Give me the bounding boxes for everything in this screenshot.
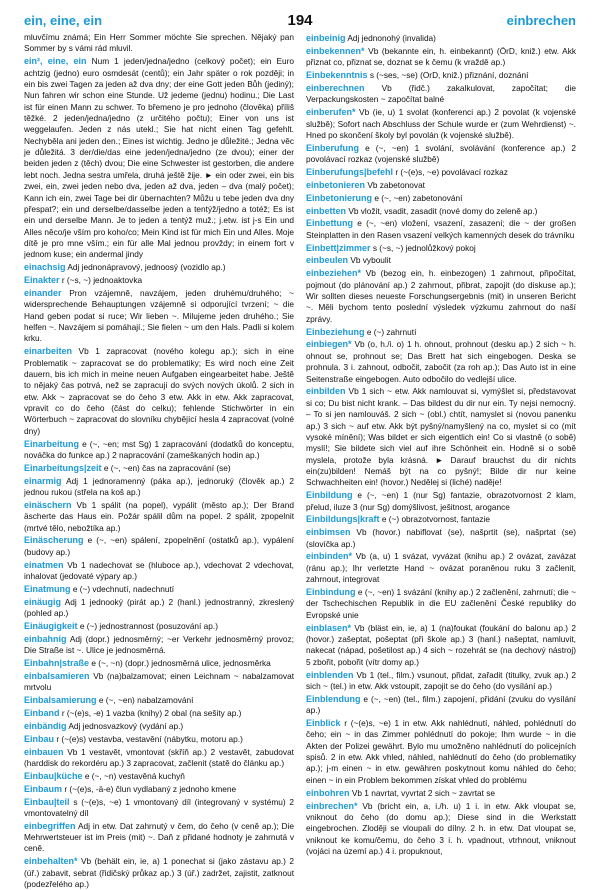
entry-text: s (~s, ~) jednolůžkový pokoj (372, 242, 476, 253)
dictionary-entry (306, 526, 576, 550)
dictionary-entry (24, 345, 294, 437)
entry-text: Adj jednonohý (invalida) (347, 33, 436, 43)
entry-text: Vb 1 sich ~ etw. Akk namlouvat si, vymýšlet si, představovat si co; Du bist nicht krank. – Das bildest du dir nur ein. Ty nejsi nemocný. – To si jen namlouváš. 2 sich ~ (obl.) chtít, namyslet si (novou panenku ap.) 3 sich ~ auf etw. Akk být pyšný/namyšlený na co, myslet si co (mít vysoké mínění); Was bildet er sich eigentlich ein! Co si vlastně (o sobě) myslí!; Sie bildete sich viel auf ihre Schönheit ein. Hodně si o sobě myslela, protože byla krásná. ► Darauf brauchst du dir nichts ein(zu)bilden! Nemáš být na co pyšný!; Bilde dir nur keine Schwachheiten ein! (hovor.) Nedělej si (liché) naděje! (306, 386, 576, 488)
dictionary-entry (306, 693, 576, 717)
entry-text: Vb vložit, vsadit, zasadit (nové domy do zeleně ap.) (348, 205, 538, 216)
entry-headword: Einbildung (306, 490, 353, 501)
entry-headword: einander (24, 287, 62, 298)
entry-headword: Einbau|teil (24, 796, 70, 807)
entry-text: e (~, ~en) zabetonování (374, 192, 463, 203)
entry-text: Vb (bricht ein, a, i./h. u) 1 i. in etw. Akk vloupat se, vniknout do čeho (do domu ap.); Diese sind in die Werkstatt eingebrochen. Zloději se vloupali do dílny. 2 h. in etw. Dat vloupat se, vniknout ke komu/čemu, do čeho 3 i. h. vpadnout, vtrhnout, vniknout (vojáci na území ap.) 4 i. propuknout, (306, 800, 576, 856)
dictionary-entry (306, 513, 576, 525)
entry-headword: einachsig (24, 262, 66, 273)
entry-text: Vb 1 vestavět, vmontovat (skříň ap.) 2 vestavět, zabudovat (harddisk do rekordéru ap.) 3 zapracovat, začlenit (statě do článku ap.) (24, 746, 294, 768)
dictionary-entry (24, 733, 294, 745)
entry-headword: einarbeiten (24, 346, 73, 357)
dictionary-entry (306, 82, 576, 106)
entry-headword: Einbahn|straße (24, 658, 90, 669)
dictionary-entry (306, 267, 576, 325)
entry-text: Adj jednonápravový, jednoosý (vozidlo ap.) (67, 262, 226, 273)
dictionary-entry (306, 717, 576, 786)
dictionary-entry (24, 462, 294, 474)
dictionary-entry (306, 106, 576, 141)
dictionary-entry (24, 694, 294, 706)
entry-text: e (~, ~n) vestavěná kuchyň (84, 770, 185, 781)
entry-text: Vb (o, h./i. o) 1 h. ohnout, prohnout (desku ap.) 2 sich ~ h. ohnout se, prohnout se; Das Brett hat sich eingebogen. Deska se prohnula. 3 i. zahnout, odbočit, zabočit (za roh ap.); Das Auto ist in eine Seitenstraße eingebogen. Auto odbočilo do vedlejší ulice. (306, 339, 576, 384)
entry-headword: einäugig (24, 596, 62, 607)
entry-headword: Einbekenntnis (306, 70, 368, 81)
dictionary-entry (306, 205, 576, 217)
dictionary-entry (24, 559, 294, 583)
entry-text: r (~(e)s, -ä-e) člun vydlabaný z jednoho kmene (64, 783, 237, 794)
dictionary-entry (24, 746, 294, 770)
page-number: 194 (287, 12, 313, 29)
entry-text: e (~) obrazotvornost, fantazie (381, 514, 490, 525)
entry-headword: einbinden* (306, 551, 353, 562)
columns (24, 32, 577, 890)
entry-text: Vb 1 nadechovat se (hluboce ap.), vdechovat 2 vdechovat, inhalovat (jedovaté výpary ap.) (24, 559, 294, 582)
dictionary-entry (24, 633, 294, 657)
entry-text: Vb 1 spálit (na popel), vypálit (město ap.); Der Brand äscherte das Haus ein. Požár spálil dům na popel. 2 spálit, zpopelnit (mrtvé tělo, nebožtíka ap.) (24, 499, 294, 533)
dictionary-entry (306, 338, 576, 384)
entry-text: Adj 1 jednooký (pirát ap.) 2 (hanl.) jednostranný, zkreslený (pohled ap.) (24, 596, 294, 619)
entry-text: e (~, ~en) vložení, vsazení, zasazení; die ~ der großen Steinplatten in den Rasen vsazení velkých kamenných desek do trávníku (306, 218, 576, 240)
dictionary-entry (24, 707, 294, 719)
entry-text: s (~(e)s, ~e) 1 vmontovaný díl (integrovaný v systému) 2 vmontovatelný díl (24, 796, 294, 818)
dictionary-entry (306, 254, 576, 266)
dictionary-entry (24, 499, 294, 534)
entry-text: Vb (ie, u) 1 svolat (konferenci ap.) 2 povolat (k vojenské službě); Sofort nach Abschluss der Schule wurde er (zum Wehrdienst) ~. Hned po skončení školy byl povolán (k vojenské službě). (306, 107, 576, 140)
entry-headword: einbahnig (24, 633, 67, 644)
dictionary-entry (24, 855, 294, 890)
entry-text: Adj in etw. Dat zahrnutý v čem, do čeho (v ceně ap.); Die Mehrwertsteuer ist im Preis (mit) ~. Daň z přidané hodnoty je zahrnutá v ceně. (24, 820, 294, 854)
entry-headword: einbetonieren (306, 179, 366, 190)
dictionary-entry (306, 242, 576, 254)
entry-text: Vb (bläst ein, ie, a) 1 (na)foukat (foukání do balonu ap.) 2 (hovor.) zašeptat, pošeptat (při škole ap.) 3 (hanl.) našeptat, namluvit, nakecat (nápad, pošetilost ap.) 4 sich ~ rozehrát se (na dechový nástroj) 5 zbořit, pobořit (vítr domy ap.) (306, 622, 576, 667)
dictionary-entry (24, 475, 294, 499)
dictionary-entry (306, 550, 576, 585)
entry-text: Adj 1 jednoramenný (páka ap.), jednoruký (člověk ap.) 2 jednou rukou (střela na koš ap.) (24, 475, 294, 498)
dictionary-entry (306, 166, 576, 178)
entry-text: Vb zabetonovat (367, 179, 425, 190)
dictionary-entry (24, 55, 294, 260)
dictionary-entry (24, 261, 294, 273)
entry-text: Vb (hovor.) nabiflovat (se), našprtit (se), našprtat (se) (slovíčka ap.) (306, 527, 577, 549)
entry-headword: einbalsamieren (24, 670, 90, 681)
entry-headword: einbeulen (306, 255, 349, 266)
dictionary-entry (306, 787, 576, 799)
dictionary-entry (306, 326, 576, 338)
dictionary-entry (24, 583, 294, 595)
entry-headword: einbilden (306, 386, 346, 397)
dictionary-entry (24, 287, 294, 345)
dictionary-entry (24, 796, 294, 820)
entry-headword: Einbeziehung (306, 326, 365, 337)
entry-text: r (~(e)s, ~e) povolávací rozkaz (395, 166, 508, 177)
entry-text: r (~s, ~) jednoaktovka (61, 275, 143, 286)
entry-headword: Einatmung (24, 583, 71, 594)
entry-headword: einblasen* (306, 622, 352, 633)
entry-text: Adj jednosvazkový (vydání ap.) (68, 720, 184, 731)
dictionary-entry (306, 192, 576, 204)
entry-text: Vb vyboulit (350, 255, 391, 266)
header-right-headword: einbrechen (506, 13, 576, 28)
dictionary-entry (306, 489, 576, 513)
entry-text: Adj (dopr.) jednosměrný; ~er Verkehr jednosměrný provoz; Die Straße ist ~. Ulice je jednosměrná. (24, 633, 294, 656)
entry-headword: einberufen* (306, 107, 356, 118)
entry-headword: Einberufung (306, 142, 359, 153)
entry-headword: einbeziehen* (306, 268, 362, 279)
entry-headword: Einbildungs|kraft (306, 514, 380, 525)
entry-text: e (~, ~en) (tel., film.) zapojení, přidání (zvuku do vysílání ap.) (306, 693, 576, 716)
dictionary-entry (306, 69, 576, 81)
dictionary-entry (24, 620, 294, 632)
entry-headword: Einbaum (24, 783, 63, 794)
entry-headword: einbimsen (306, 527, 351, 538)
entry-headword: einbekennen* (306, 45, 365, 56)
entry-text: Vb (řidč.) zakalkulovat, započítat; die Verpackungskosten ~ započítat balné (306, 82, 577, 105)
entry-text: Num 1 jeden/jedna/jedno (celkový počet); ein Euro achtzig (jedno) euro osmdesát (centů); ein Jahr später o rok později; in ein bis zwei Tagen za jeden až dva dny; der eine Gott jeden Bůh (jediný); Nun fahren wir schon eine Stunde. Už jedeme (jednu) hodinu.; Die Last ist für einen Mann zu schwer. To břemeno je pro jednoho (člověka) příliš těžké. 2 jeden/jedna/jedno (z určitého počtu); Einer von uns ist weggelaufen. Jeden z nás utekl.; Sie hat nicht einen Tag gefehlt. Nechyběla ani jeden den.; Eines ist wichtig. Jedno je důležité.; Jedna věc je důležitá. 3 der/die/das eine jeden/jedna/jedno (ze dvou); einer der beiden jeden z (těch) dvou; Die eine Schwester ist gestorben, die andere lebt noch. Jedna sestra umřela, druhá ještě žije. ► ein oder zwei, ein bis zwei, ein, zwei jeden nebo dva, jeden až dva, jeden – dva (malý počet); Kann ich ein, zwei Tage bei dir übernachten? Můžu u tebe jeden dva dny přespat?; ein und derselbe/dasselbe jeden a tentýž/jedno a totéž; Es ist ein und derselbe Mann. Je to jeden a tentýž muž.; j.etw. ist j-s Ein und Alles něco/je vším pro koho/co; Mein Kind ist für mich Ein und Alles. Moje dítě je pro mne vším.; ein für alle Mal jednou provždy; in einem fort v jednom kuse; ein andermal jindy (24, 56, 294, 260)
entry-text: Vb (bekannte ein, h. einbekannt) (ÖrD, kniž.) etw. Akk přiznat co, přiznat se, doznat se k čemu (k vraždě ap.) (306, 45, 576, 68)
entry-text: s (~ses, ~se) (OrD, kniž.) přiznání, doznání (369, 70, 529, 81)
dictionary-entry (24, 534, 294, 558)
entry-text: mluvčímu známá; Ein Herr Sommer möchte Sie sprechen. Nějaký pan Sommer by s vámi rád mluvil. (24, 32, 294, 54)
entry-text: Vb (behält ein, ie, a) 1 ponechat si (jako zástavu ap.) 2 (úř.) zabavit, sebrat (řidičský průkaz ap.) 3 (úř.) zadržet, zajistit, zatknout (podezřelého ap.) (24, 856, 294, 890)
entry-headword: Einbett|zimmer (306, 242, 371, 253)
entry-text: Pron vzájemně, navzájem, jeden druhému/druhého; ~ widersprechende Behauptungen vzájemně si odporující tvrzení; ~ die Hand geben podat si ruce; Wir lieben ~. Milujeme jeden druhého.; Sie helfen ~. Navzájem si pomáhají.; Sie fielen ~ um den Hals. Padli si kolem krku. (24, 287, 294, 344)
entry-headword: Einblendung (306, 693, 361, 704)
dictionary-entry (24, 783, 294, 795)
dictionary-entry (306, 179, 576, 191)
entry-headword: einbegriffen (24, 820, 76, 831)
header-left-headword: ein, eine, ein (24, 13, 103, 28)
entry-headword: einbrechen* (306, 800, 358, 811)
entry-headword: Einberufungs|befehl (306, 166, 394, 177)
entry-text: Vb 1 zapracovat (nového kolegu ap.); sich in eine Problematik ~ zapracovat se do problematiky; Es wird noch eine Zeit dauern, bis ich mich in meine neuen Aufgaben eingearbeitet habe. Ještě to nějaký čas potrvá, než se zapracuji do svých nových úkolů. 2 sich in etw. Akk ~ zapracovat se do čeho 3 etw. Akk in etw. Akk zapracovat, vpravit co do čeho (část do celku); fehlende Stichwörter in ein Wörterbuch ~ zapracovat do slovníku chybějící hesla 4 zapracovat (volné dny) (24, 346, 294, 436)
dictionary-entry (24, 596, 294, 620)
dictionary-entry (306, 142, 576, 166)
dictionary-entry (306, 385, 576, 488)
dictionary-entry (24, 670, 294, 694)
entry-text: Vb 1 navrtat, vyvrtat 2 sich ~ zavrtat se (351, 787, 496, 798)
entry-headword: einbohren (306, 787, 350, 798)
entry-headword: einbetten (306, 205, 347, 216)
entry-text: e (~, ~n) (dopr.) jednosměrná ulice, jednosměrka (91, 658, 271, 669)
dictionary-entry (306, 669, 576, 693)
entry-headword: Einakter (24, 275, 60, 286)
entry-headword: einberechnen (306, 82, 365, 93)
dictionary-entry (24, 438, 294, 462)
entry-text: Vb (na)balzamovat; einen Leichnam ~ nabalzamovat mrtvolu (24, 670, 294, 693)
entry-headword: Einbindung (306, 587, 356, 598)
entry-text: e (~) zahrnutí (366, 326, 417, 337)
entry-headword: Einbetonierung (306, 192, 372, 203)
entry-text: e (~) jednostrannost (posuzování ap.) (79, 620, 218, 631)
entry-text: e (~, ~en) 1 svolání, svolávání (konference ap.) 2 povolávací rozkaz (vojenské službě) (306, 142, 576, 165)
entry-headword: Einarbeitung (24, 438, 80, 449)
entry-headword: einbeinig (306, 33, 346, 43)
entry-headword: einbehalten* (24, 856, 78, 867)
entry-text: r (~(e)s, ~e) 1 in etw. Akk nahlédnutí, náhled, pohlédnutí do čeho; ein ~ in das Zimmer pohlédnutí do pokoje; Ihm wurde ~ in die Akten der Polizei gewährt. Bylo mu umožněno nahlédnutí do policejních spisů. 2 in etw. Akk vhled, náhled, nahlédnutí do čeho (do problematiky ap.); j-m einen ~ in etw. gewähren poskytnout komu náhled do čeho; einen ~ in ein Problem bekommen získat vhled do problému (306, 717, 576, 785)
entry-headword: Einarbeitungs|zeit (24, 462, 102, 473)
entry-headword: ein², eine, ein (24, 56, 87, 67)
entry-text: e (~, ~en) 1 (nur Sg) fantazie, obrazotvornost 2 klam, přelud, iluze 3 (nur Sg) domýšlivost, ješitnost, arogance (306, 490, 576, 512)
entry-headword: Einäscherung (24, 535, 84, 546)
left-column (24, 32, 294, 890)
entry-headword: Einbalsamierung (24, 695, 97, 706)
entry-text: e (~, ~en) 1 svázání (knihy ap.) 2 začlenění, zahrnutí; die ~ der Tschechischen Republik in die EU začlenění České republiky do Evropské unie (306, 587, 576, 620)
entry-text: r (~(e)s) vestavba, vestavění (nábytku, motoru ap.) (56, 733, 243, 744)
dictionary-entry (306, 586, 576, 621)
entry-text: e (~, ~en) čas na zapracování (se) (103, 462, 231, 473)
entry-text: Vb 1 (tel., film.) vsunout, přidat, zařadit (titulky, zvuk ap.) 2 sich ~ (tel.) in etw. Akk vstoupit, zapojit se do čeho (do vysílání ap.) (306, 669, 576, 691)
entry-headword: einblenden (306, 669, 354, 680)
entry-headword: Einbettung (306, 218, 353, 229)
dictionary-entry (306, 622, 576, 668)
entry-headword: Einblick (306, 717, 341, 728)
entry-text: e (~, ~en) nabalzamování (98, 695, 194, 706)
entry-headword: einbiegen* (306, 339, 352, 350)
entry-headword: einäschern (24, 499, 72, 510)
entry-text: Vb (a, u) 1 svázat, vyvázat (knihu ap.) 2 ovázat, zavázat (ránu ap.); Ihr verletzte Hand ~ ovázat poraněnou ruku 3 začlenit, zahrnout, integrovat (306, 551, 576, 585)
dictionary-entry (306, 32, 576, 44)
entry-text: e (~) vdechnutí, nadechnutí (72, 583, 175, 594)
dictionary-entry (24, 274, 294, 286)
entry-text: e (~, ~en) spálení, zpopelnění (ostatků ap.), vypálení (budovy ap.) (24, 535, 294, 557)
entry-headword: Einäugigkeit (24, 620, 78, 631)
entry-headword: einbändig (24, 720, 67, 731)
dictionary-entry (306, 45, 576, 69)
entry-headword: Einbau|küche (24, 770, 83, 781)
dictionary-entry (24, 32, 294, 55)
dictionary-entry (306, 800, 576, 858)
page-header (24, 10, 576, 32)
right-column (306, 32, 576, 867)
dictionary-entry (306, 217, 576, 241)
entry-text: e (~, ~en; mst Sg) 1 zapracování (dodatků do konceptu, nováčka do funkce ap.) 2 napracování (zameškaných hodin ap.) (24, 438, 294, 460)
entry-headword: Einbau (24, 733, 55, 744)
dictionary-entry (24, 720, 294, 732)
entry-headword: einarmig (24, 475, 62, 486)
dictionary-entry (24, 657, 294, 669)
entry-text: r (~(e)s, -e) 1 vazba (knihy) 2 obal (na sešity ap.) (61, 707, 242, 718)
entry-headword: einbauen (24, 746, 64, 757)
entry-headword: Einband (24, 707, 60, 718)
dictionary-entry (24, 770, 294, 782)
entry-text: Vb (bezog ein, h. einbezogen) 1 zahrnout, připočítat, pojmout (do plánování ap.) 2 zahrnout, přibrat, zapojit (do diskuse ap.); Wir sollten dieses neueste Forschungsergebnis (mit) in unseren Bericht ~. Měli bychom tento poslední výsledek výzkumu zahrnout do naší zprávy. (306, 268, 576, 324)
dictionary-entry (24, 820, 294, 855)
entry-headword: einatmen (24, 559, 64, 570)
